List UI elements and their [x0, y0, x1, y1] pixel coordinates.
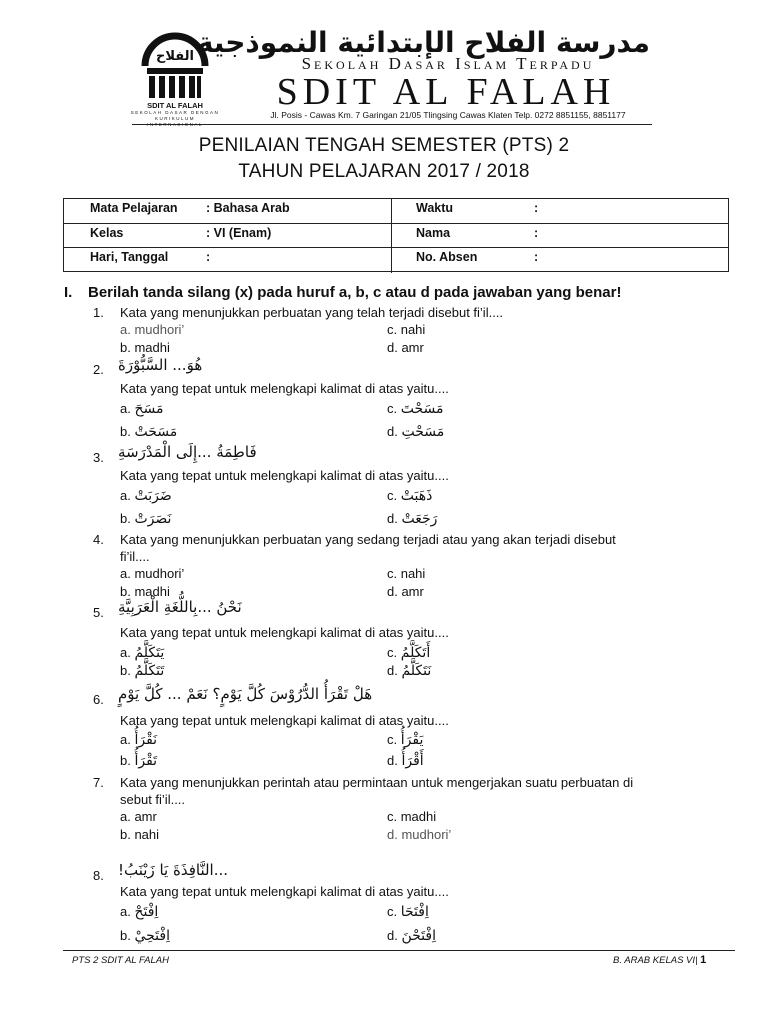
school-name: SDIT AL FALAH — [276, 71, 616, 113]
name-label: Nama — [416, 225, 451, 240]
absen-label: No. Absen — [416, 250, 478, 264]
class-label: Kelas — [90, 225, 124, 240]
option-a[interactable]: a. نَقْرَأُ — [120, 732, 158, 748]
option-a[interactable]: a. mudhori’ — [120, 322, 185, 337]
question-text: Kata yang menunjukkan perbuatan yang sedang terjadi atau yang akan terjadi disebut — [120, 532, 616, 547]
name-field[interactable]: : — [534, 225, 539, 240]
option-d[interactable]: d. أَقْرَأُ — [387, 753, 424, 769]
class-value: : VI (Enam) — [206, 225, 272, 240]
option-a[interactable]: a. يَتَكَلَّمُ — [120, 645, 165, 661]
footer-right-text: B. ARAB KELAS VI| 1 — [613, 954, 707, 966]
option-a[interactable]: a. مَسَحَ — [120, 401, 164, 417]
footer-class: B. ARAB KELAS VI — [613, 955, 696, 966]
option-c[interactable]: c. ذَهَبَتْ — [387, 488, 433, 504]
option-d[interactable]: d. اِفْتَحْنَ — [387, 928, 436, 944]
option-c[interactable]: c. nahi — [387, 566, 426, 581]
option-c[interactable]: c. nahi — [387, 322, 426, 337]
question-number: 2. — [93, 362, 104, 377]
option-b[interactable]: b. مَسَحَتْ — [120, 424, 178, 440]
date-label: Hari, Tanggal — [90, 250, 169, 264]
option-d[interactable]: d. amr — [387, 340, 424, 355]
footer-divider — [63, 950, 735, 951]
table-row — [64, 248, 728, 273]
question-number: 5. — [93, 605, 104, 620]
option-a[interactable]: a. mudhori’ — [120, 566, 185, 581]
exam-title: PENILAIAN TENGAH SEMESTER (PTS) 2 — [198, 135, 570, 156]
option-c[interactable]: c. أَتَكَلَّمُ — [387, 645, 431, 661]
page-number: 1 — [700, 954, 707, 966]
table-row — [64, 224, 728, 249]
option-c[interactable]: c. يَقْرَأُ — [387, 732, 424, 748]
question-text: Kata yang menunjukkan perbuatan yang telah terjadi disebut fi’il.... — [120, 305, 504, 320]
table-row — [64, 199, 728, 224]
question-arabic-sentence: هَلْ تَقْرَأُ الدُّرُوْسَ كُلَّ يَوْمٍ؟ نَعَمْ ... كُلَّ يَوْمٍ — [118, 685, 373, 703]
option-b[interactable]: b. تَقْرَأُ — [120, 753, 158, 769]
section-number: I. — [64, 284, 73, 301]
option-b[interactable]: b. تَتَكَلَّمُ — [120, 663, 165, 679]
option-b[interactable]: b. اِفْتَحِيْ — [120, 928, 170, 944]
subject-label: Mata Pelajaran — [90, 201, 178, 215]
exam-year: TAHUN PELAJARAN 2017 / 2018 — [238, 161, 530, 182]
option-c[interactable]: c. مَسَحْتَ — [387, 401, 444, 417]
question-text: Kata yang tepat untuk melengkapi kalimat di atas yaitu.... — [120, 468, 449, 483]
student-info-table — [63, 198, 729, 272]
option-d[interactable]: d. mudhori’ — [387, 827, 452, 842]
section-heading — [64, 284, 621, 301]
time-label: Waktu — [416, 201, 454, 215]
question-text: Kata yang tepat untuk melengkapi kalimat di atas yaitu.... — [120, 381, 449, 396]
absen-field[interactable]: : — [534, 250, 539, 264]
question-number: 4. — [93, 532, 104, 547]
question-number: 3. — [93, 450, 104, 465]
option-b[interactable]: b. madhi — [120, 584, 170, 599]
school-arabic-name: مدرسة الفلاح الإبتدائية النموذجية — [196, 26, 650, 59]
option-b[interactable]: b. nahi — [120, 827, 160, 842]
school-subtitle: Sekolah Dasar Islam Terpadu — [301, 54, 595, 73]
option-a[interactable]: a. ضَرَبَتْ — [120, 488, 172, 504]
question-text-cont: sebut fi’il.... — [120, 792, 186, 807]
question-text: Kata yang tepat untuk melengkapi kalimat di atas yaitu.... — [120, 884, 449, 899]
logo-subcaption: SEKOLAH DASAR DENGAN KURIKULUM INTERNASIONAL — [130, 110, 220, 127]
question-text: Kata yang menunjukkan perintah atau permintaan untuk mengerjakan suatu perbuatan di — [120, 775, 634, 790]
question-number: 1. — [93, 305, 104, 320]
question-text-cont: fi’il.... — [120, 549, 150, 564]
question-number: 6. — [93, 692, 104, 707]
date-field[interactable]: : — [206, 250, 211, 264]
option-b[interactable]: b. madhi — [120, 340, 170, 355]
question-number: 7. — [93, 775, 104, 790]
option-d[interactable]: d. مَسَحْتِ — [387, 424, 445, 440]
option-d[interactable]: d. رَجَعَتْ — [387, 511, 438, 527]
option-c[interactable]: c. madhi — [387, 809, 437, 824]
option-d[interactable]: d. amr — [387, 584, 424, 599]
logo-caption: SDIT AL FALAH — [147, 101, 203, 110]
time-field[interactable]: : — [534, 201, 539, 215]
option-a[interactable]: a. amr — [120, 809, 157, 824]
option-b[interactable]: b. نَصَرَتْ — [120, 511, 172, 527]
question-arabic-sentence: فَاطِمَةُ ...إِلَى الْمَدْرَسَةِ — [118, 443, 257, 461]
subject-value: : Bahasa Arab — [206, 201, 290, 215]
question-text: Kata yang tepat untuk melengkapi kalimat di atas yaitu.... — [120, 713, 449, 728]
question-arabic-sentence: ...النَّافِذَةَ يَا زَيْنَبُ! — [118, 861, 229, 879]
question-arabic-sentence: هُوَ... السَّبُّوْرَةَ — [118, 356, 203, 374]
footer-left-text: PTS 2 SDIT AL FALAH — [72, 955, 169, 966]
question-arabic-sentence: نَحْنُ ...بِاللُّغَةِ الْعَرَبِيَّةِ — [118, 598, 242, 616]
section-instruction: Berilah tanda silang (x) pada huruf a, b, c atau d pada jawaban yang benar! — [88, 284, 622, 301]
question-text: Kata yang tepat untuk melengkapi kalimat di atas yaitu.... — [120, 625, 449, 640]
option-a[interactable]: a. اِفْتَحْ — [120, 904, 159, 920]
logo-arabic-text: الفلاح — [156, 49, 194, 64]
school-address: Jl. Posis - Cawas Km. 7 Garingan 21/05 Tlingsing Cawas Klaten Telp. 0272 8851155, 8851177 — [270, 110, 626, 120]
option-d[interactable]: d. نَتَكَلَّمُ — [387, 663, 432, 679]
option-c[interactable]: c. اِفْتَحَا — [387, 904, 429, 920]
header-divider — [132, 124, 652, 125]
question-number: 8. — [93, 868, 104, 883]
